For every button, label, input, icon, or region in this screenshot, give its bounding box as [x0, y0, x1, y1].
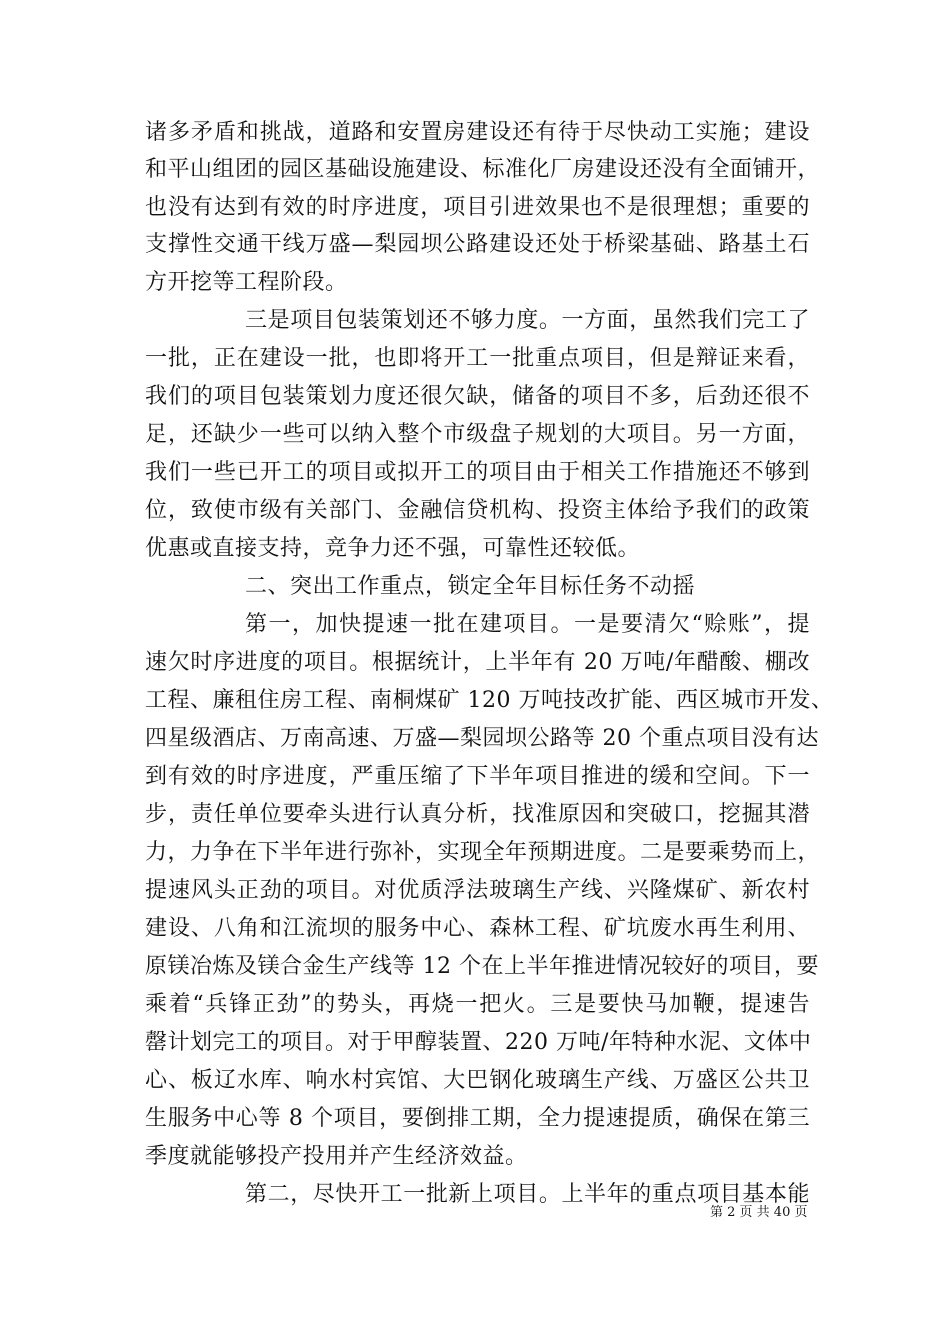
body-line-16: 工程、廉租住房工程、南桐煤矿 120 万吨技改扩能、西区城市开发、 — [145, 688, 834, 713]
page-number-footer: 第 2 页 共 40 页 — [710, 1205, 808, 1220]
body-line-10: 我们一些已开工的项目或拟开工的项目由于相关工作措施还不够到 — [145, 460, 810, 485]
body-line-15: 速欠时序进度的项目。根据统计，上半年有 20 万吨/年醋酸、棚改 — [145, 650, 810, 675]
paragraph-start-3: 三是项目包装策划还不够力度。一方面，虽然我们完工了 — [245, 308, 810, 333]
body-line-19: 步，责任单位要牵头进行认真分析，找准原因和突破口，挖掘其潜 — [145, 802, 810, 827]
paragraph-start-second: 第二，尽快开工一批新上项目。上半年的重点项目基本能 — [245, 1182, 810, 1207]
body-line-21: 提速风头正劲的项目。对优质浮法玻璃生产线、兴隆煤矿、新农村 — [145, 878, 810, 903]
body-line-3: 也没有达到有效的时序进度，项目引进效果也不是很理想；重要的 — [145, 195, 810, 220]
body-line-8: 我们的项目包装策划力度还很欠缺，储备的项目不多，后劲还很不 — [145, 384, 810, 409]
body-line-22: 建设、八角和江流坝的服务中心、森林工程、矿坑废水再生利用、 — [145, 916, 810, 941]
body-line-23: 原镁冶炼及镁合金生产线等 12 个在上半年推进情况较好的项目，要 — [145, 954, 819, 979]
body-line-9: 足，还缺少一些可以纳入整个市级盘子规划的大项目。另一方面， — [145, 422, 810, 447]
paragraph-start-first: 第一，加快提速一批在建项目。一是要清欠“赊账”，提 — [245, 612, 810, 637]
body-line-24: 乘着“兵锋正劲”的势头，再烧一把火。三是要快马加鞭，提速告 — [145, 992, 810, 1017]
body-line-26: 心、板辽水库、响水村宾馆、大巴钢化玻璃生产线、万盛区公共卫 — [145, 1068, 810, 1093]
body-line-12: 优惠或直接支持，竞争力还不强，可靠性还较低。 — [145, 536, 641, 561]
body-line-27: 生服务中心等 8 个项目，要倒排工期，全力提速提质，确保在第三 — [145, 1106, 810, 1131]
body-line-7: 一批，正在建设一批，也即将开工一批重点项目，但是辩证来看， — [145, 346, 810, 371]
body-line-2: 和平山组团的园区基础设施建设、标准化厂房建设还没有全面铺开， — [145, 157, 821, 182]
body-line-20: 力，力争在下半年进行弥补，实现全年预期进度。二是要乘势而上， — [145, 840, 821, 865]
body-line-28: 季度就能够投产投用并产生经济效益。 — [145, 1144, 528, 1169]
section-heading: 二、突出工作重点，锁定全年目标任务不动摇 — [245, 574, 696, 599]
body-line-17: 四星级酒店、万南高速、万盛—梨园坝公路等 20 个重点项目没有达 — [145, 726, 819, 751]
body-line-18: 到有效的时序进度，严重压缩了下半年项目推进的缓和空间。下一 — [145, 764, 810, 789]
body-line-25: 罄计划完工的项目。对于甲醇装置、220 万吨/年特种水泥、文体中 — [145, 1030, 812, 1055]
body-line-4: 支撑性交通干线万盛—梨园坝公路建设还处于桥梁基础、路基土石 — [145, 232, 810, 257]
body-line-1: 诸多矛盾和挑战，道路和安置房建设还有待于尽快动工实施；建设 — [145, 120, 810, 145]
body-line-11: 位，致使市级有关部门、金融信贷机构、投资主体给予我们的政策 — [145, 498, 810, 523]
body-line-5: 方开挖等工程阶段。 — [145, 270, 348, 295]
